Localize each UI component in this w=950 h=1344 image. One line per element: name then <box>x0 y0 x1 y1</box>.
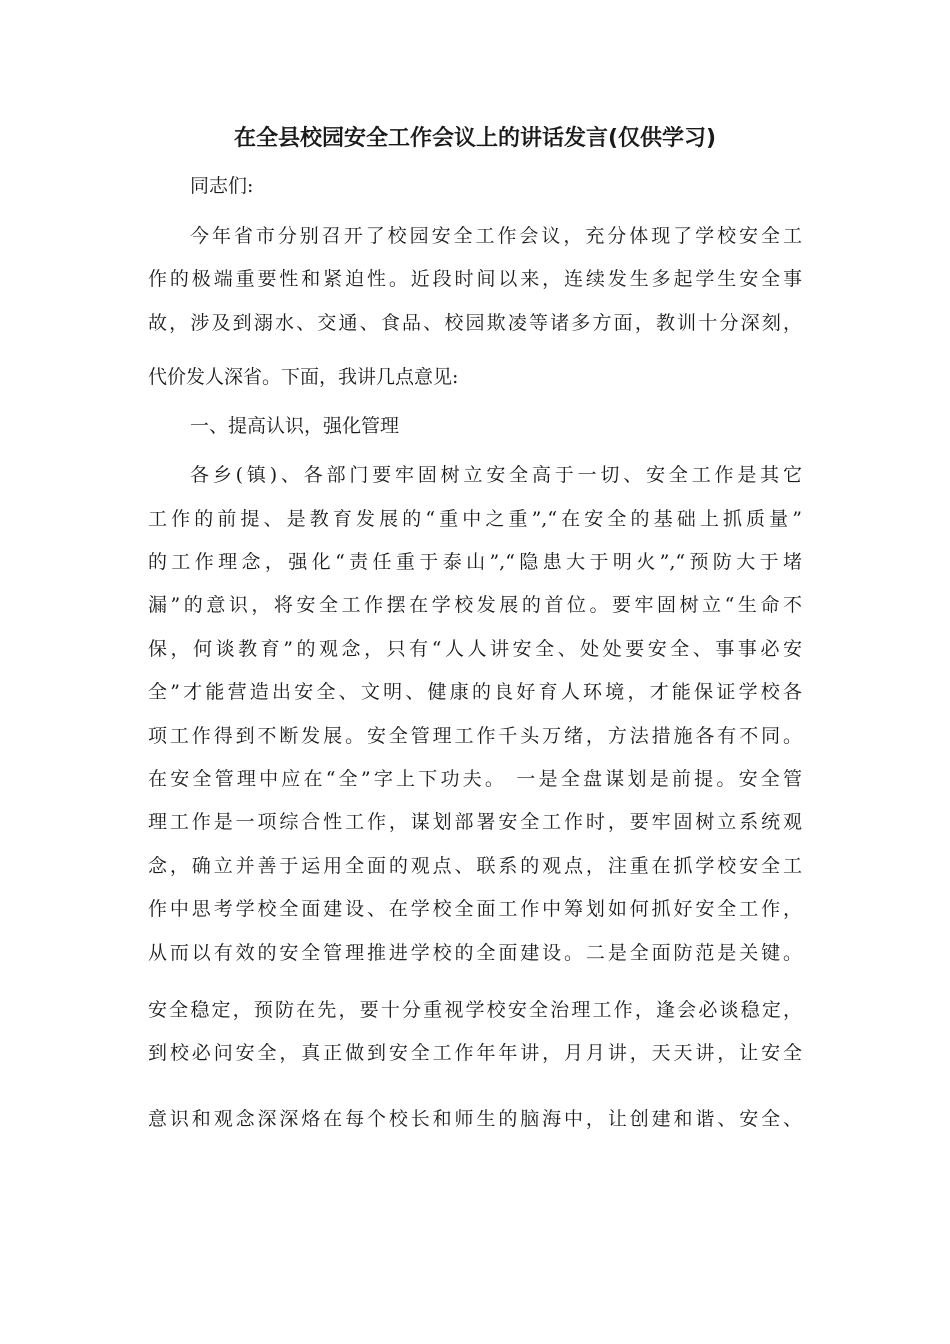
body-line: 意识和观念深深烙在每个校长和师生的脑海中，让创建和谐、安全、 <box>148 1108 802 1130</box>
body-line: 全”才能营造出安全、文明、健康的良好育人环境，才能保证学校各 <box>148 681 802 703</box>
body-line: 从而以有效的安全管理推进学校的全面建设。二是全面防范是关键。 <box>148 942 802 964</box>
section-heading: 一、提高认识，强化管理 <box>190 415 400 437</box>
body-line: 念，确立并善于运用全面的观点、联系的观点，注重在抓学校安全工 <box>148 855 802 877</box>
body-line: 保，何谈教育”的观念，只有“人人讲安全、处处要安全、事事必安 <box>148 638 802 660</box>
body-line: 作中思考学校全面建设、在学校全面工作中筹划如何抓好安全工作， <box>148 898 802 920</box>
body-line: 在安全管理中应在“全”字上下功夫。 一是全盘谋划是前提。安全管 <box>148 768 802 790</box>
body-line: 工作的前提、是教育发展的“重中之重”,“在安全的基础上抓质量” <box>148 508 802 530</box>
body-line: 理工作是一项综合性工作，谋划部署安全工作时，要牢固树立系统观 <box>148 811 802 833</box>
body-line: 安全稳定，预防在先，要十分重视学校安全治理工作，逢会必谈稳定， <box>148 999 802 1021</box>
body-line: 各乡(镇)、各部门要牢固树立安全高于一切、安全工作是其它 <box>190 464 802 486</box>
body-line: 故，涉及到溺水、交通、食品、校园欺凌等诸多方面，教训十分深刻， <box>148 312 802 334</box>
salutation: 同志们: <box>190 175 254 197</box>
body-line: 作的极端重要性和紧迫性。近段时间以来，连续发生多起学生安全事 <box>148 268 802 290</box>
document-title: 在全县校园安全工作会议上的讲话发言(仅供学习) <box>233 126 717 151</box>
body-line: 漏”的意识，将安全工作摆在学校发展的首位。要牢固树立“生命不 <box>148 594 802 616</box>
body-line: 代价发人深省。下面，我讲几点意见: <box>148 366 459 388</box>
body-line: 到校必问安全，真正做到安全工作年年讲，月月讲，天天讲，让安全 <box>148 1042 802 1064</box>
body-line: 项工作得到不断发展。安全管理工作千头万绪，方法措施各有不同。 <box>148 725 802 747</box>
body-line: 今年省市分别召开了校园安全工作会议，充分体现了学校安全工 <box>190 225 802 247</box>
body-line: 的工作理念，强化“责任重于泰山”,“隐患大于明火”,“预防大于堵 <box>148 551 802 573</box>
